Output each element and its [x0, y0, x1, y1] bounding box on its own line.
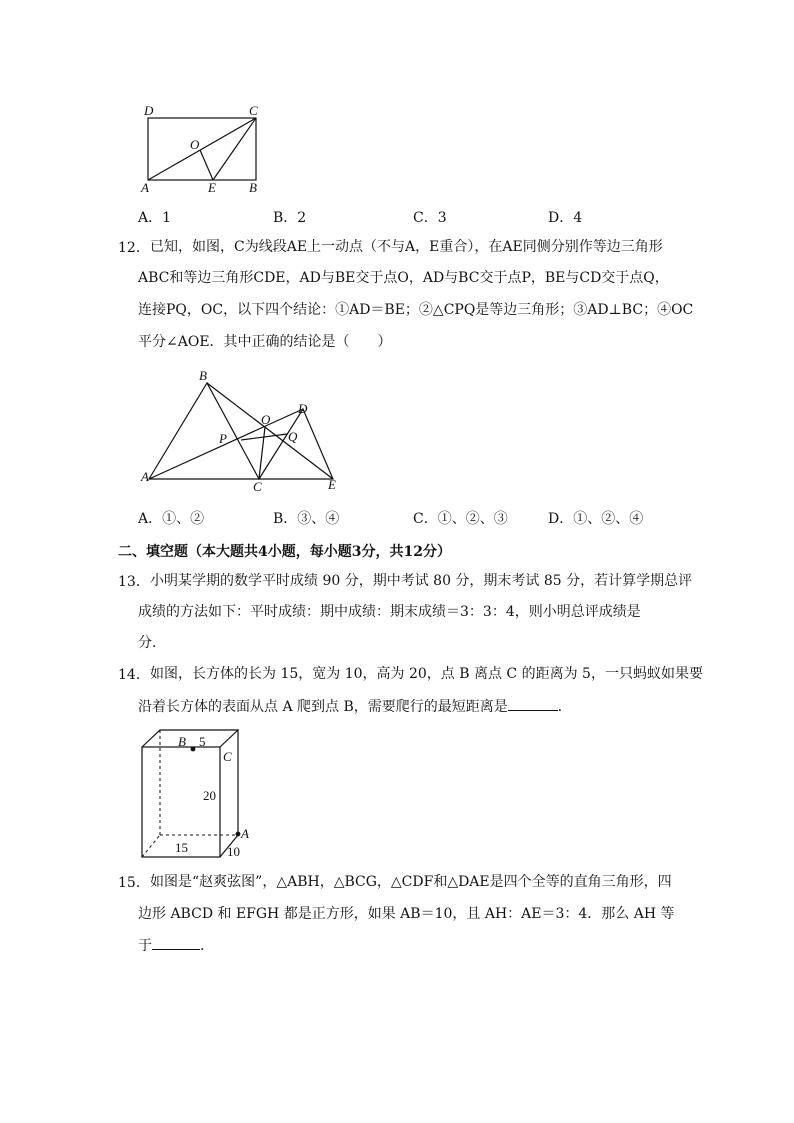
q15-number: 15．: [118, 875, 150, 891]
label-e: E: [328, 477, 336, 492]
segment-oe: [200, 150, 213, 180]
q12-option-d[interactable]: D．①、②、④: [548, 511, 644, 527]
cuboid-top-edges: [142, 730, 238, 747]
q14-line2: [138, 696, 572, 717]
label-p: P: [219, 431, 227, 446]
q12-line2: ABC和等边三角形CDE，AD与BE交于点O，AD与BC交于点P，BE与CD交于点Q，: [138, 270, 669, 286]
q11-option-d[interactable]: D．4: [548, 210, 583, 226]
q13-number: 13．: [118, 574, 150, 590]
q12-option-a[interactable]: A．①、②: [138, 511, 205, 527]
point-b: [191, 747, 196, 752]
label-c: C: [253, 479, 262, 494]
q12-line3: 连接PQ，OC，以下四个结论：①AD＝BE；②△CPQ是等边三角形；③AD⊥BC；④OC: [138, 302, 694, 318]
q12-line4: 平分∠AOE．其中正确的结论是（ ）: [138, 334, 392, 350]
q15-line2: 边形 ABCD 和 EFGH 都是正方形，如果 AB＝10，且 AH：AE＝3：4．那么 AH 等: [138, 906, 675, 922]
label-b: B: [249, 180, 257, 195]
label-b: B: [178, 734, 186, 749]
point-a: [236, 832, 241, 837]
q12-option-c[interactable]: C．①、②、③: [413, 511, 508, 527]
q15-line1: 如图是“赵爽弦图”，△ABH，△BCG，△CDF和△DAE是四个全等的直角三角形，四: [150, 874, 672, 890]
hidden-edge-diagonal: [142, 835, 160, 857]
figure-equilateral-triangles: [135, 365, 350, 495]
q14-number: 14．: [118, 667, 150, 683]
label-o: O: [261, 412, 271, 427]
label-15: 15: [175, 840, 188, 855]
q15-line3: [138, 935, 214, 956]
label-c: C: [249, 103, 258, 118]
figure-rectangle-abcd: [138, 100, 268, 195]
label-20: 20: [203, 788, 216, 803]
q11-option-a[interactable]: A．1: [138, 210, 172, 226]
q13-line1: 小明某学期的数学平时成绩 90 分，期中考试 80 分，期末考试 85 分，若计算学期总评: [150, 573, 693, 589]
q15-answer-blank[interactable]: [152, 935, 200, 950]
q12-option-b[interactable]: B．③、④: [273, 511, 340, 527]
label-a: A: [141, 469, 149, 484]
q11-option-b[interactable]: B．2: [273, 210, 307, 226]
section-heading: 二、填空题（本大题共4小题，每小题3分，共12分）: [118, 544, 451, 560]
q13-line3: 分．: [138, 635, 166, 651]
q12-number: 12．: [118, 240, 150, 256]
label-d: D: [298, 401, 308, 416]
q15-line3-end: ．: [200, 938, 214, 954]
q13-line2: 成绩的方法如下：平时成绩：期中成绩：期末成绩＝3：3：4，则小明总评成绩是: [138, 604, 641, 620]
segment-ac: [148, 118, 256, 180]
q12-line1: 已知，如图，C为线段AE上一动点（不与A，E重合），在AE同侧分别作等边三角形: [150, 239, 663, 255]
label-b: B: [199, 368, 207, 383]
triangle-abc: [149, 383, 259, 479]
q14-line1: 如图，长方体的长为 15，宽为 10，高为 20，点 B 离点 C 的距离为 5，一只蚂蚁如果要: [150, 666, 703, 682]
label-a: A: [241, 826, 249, 841]
label-a: A: [141, 180, 149, 195]
segment-ce: [213, 118, 256, 180]
label-5: 5: [199, 734, 206, 749]
q14-answer-blank[interactable]: [508, 696, 558, 711]
label-e: E: [208, 180, 216, 195]
figure-cuboid: [135, 725, 260, 865]
q15-line3-text: 于: [138, 938, 152, 954]
q11-option-c[interactable]: C．3: [413, 210, 447, 226]
label-c: C: [223, 749, 232, 764]
q14-line2-end: ．: [557, 699, 572, 715]
label-q: Q: [288, 429, 298, 444]
label-d: D: [144, 103, 154, 118]
label-10: 10: [227, 844, 240, 859]
q14-line2-text: 沿着长方体的表面从点 A 爬到点 B，需要爬行的最短距离是: [138, 699, 508, 715]
label-o: O: [190, 137, 200, 152]
